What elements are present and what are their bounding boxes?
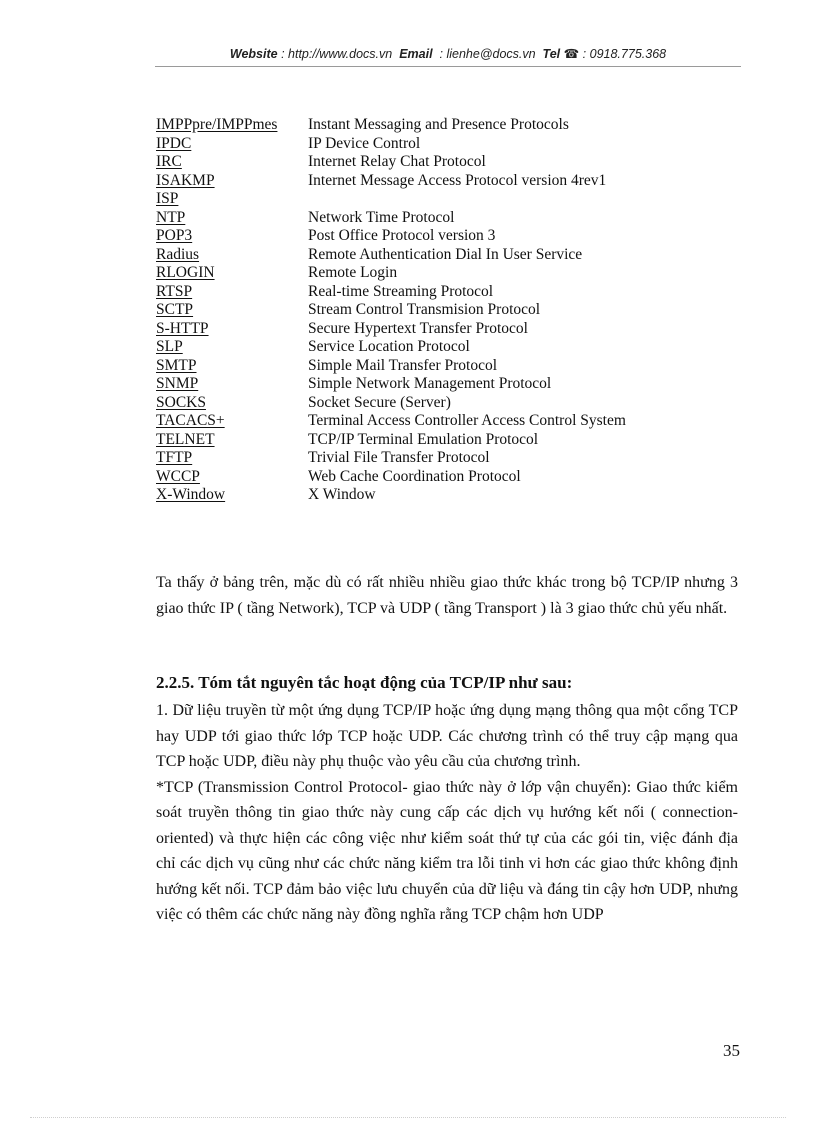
protocol-abbr: RTSP [156,282,193,300]
table-row [156,431,676,450]
protocol-desc: X Window [308,486,376,503]
table-row [156,338,676,357]
protocol-abbr: POP3 [156,227,193,244]
protocol-abbr: SCTP [156,301,194,318]
table-row [156,375,676,394]
protocol-desc: Internet Relay Chat Protocol [308,153,486,170]
table-row [156,394,676,413]
table-row [156,172,676,191]
protocol-desc: Remote Login [308,264,398,281]
protocol-abbr: ISAKMP [156,171,215,189]
tel-value: ☎ : 0918.775.368 [563,47,667,61]
table-row [156,227,676,246]
table-row [156,468,676,487]
section-body [156,698,738,928]
protocol-desc: Trivial File Transfer Protocol [308,449,490,466]
protocol-desc: Simple Mail Transfer Protocol [308,356,498,374]
protocol-abbr: NTP [156,208,186,226]
protocol-abbr: SMTP [156,356,197,374]
body-paragraph-2: *TCP (Transmission Control Protocol- giao thức này ở lớp vận chuyển): Giao thức kiểm soát truyền thông tin giao thức này cung cấp các dịch vụ hướng kết nối ( connection-oriented) và thực hiện các công việc như kiểm soát thứ tự của các gói tin, việc đánh địa chỉ các dịch vụ cũng như các chức năng kiểm tra lỗi tinh vi hơn các giao thức không định hướng kết nối. TCP đảm bảo việc lưu chuyển của dữ liệu và đáng tin cậy hơn UDP, nhưng việc có thêm các chức năng này đồng nghĩa rằng TCP chậm hơn UDP [156,778,738,923]
protocol-abbr: Radius [156,245,200,263]
table-row [156,264,676,283]
protocol-desc: TCP/IP Terminal Emulation Protocol [308,430,539,448]
protocol-table [156,116,676,505]
table-row [156,153,676,172]
footer-divider [30,1117,786,1118]
protocol-abbr: SLP [156,338,183,355]
protocol-desc: Secure Hypertext Transfer Protocol [308,319,528,337]
protocol-desc: Web Cache Coordination Protocol [308,467,521,485]
protocol-abbr: RLOGIN [156,264,215,281]
table-row [156,246,676,265]
website-value: : http://www.docs.vn [281,47,393,61]
protocol-desc: Service Location Protocol [308,338,470,355]
protocol-abbr: TFTP [156,449,193,466]
protocol-desc: Post Office Protocol version 3 [308,227,496,244]
body-paragraph-1: 1. Dữ liệu truyền từ một ứng dụng TCP/IP hoặc ứng dụng mạng thông qua một cổng TCP hay UDP tới giao thức lớp TCP hoặc UDP. Các chương trình có thể truy cập mạng qua TCP hoặc UDP, điều này phụ thuộc vào yêu cầu của chương trình. [156,702,738,770]
protocol-abbr: X-Window [156,486,226,503]
table-row [156,116,676,135]
protocol-desc: Internet Message Access Protocol version 4rev1 [308,171,607,189]
protocol-abbr: IRC [156,153,182,170]
protocol-desc: Real-time Streaming Protocol [308,282,494,300]
protocol-abbr: SNMP [156,375,199,392]
table-row [156,190,676,209]
table-row [156,357,676,376]
table-row [156,320,676,339]
protocol-abbr: SOCKS [156,393,206,411]
protocol-desc: Simple Network Management Protocol [308,375,552,392]
protocol-desc: Socket Secure (Server) [308,393,451,411]
protocol-desc [308,190,676,209]
protocol-abbr: WCCP [156,467,200,485]
protocol-abbr: IMPPpre/IMPPmes [156,116,278,133]
page-number: 35 [723,1041,740,1060]
protocol-desc: Remote Authentication Dial In User Service [308,245,583,263]
section-title: 2.2.5. Tóm tắt nguyên tắc hoạt động của TCP/IP như sau: [156,673,573,692]
table-row [156,412,676,431]
protocol-abbr: S-HTTP [156,319,209,337]
protocol-desc: Terminal Access Controller Access Control System [308,412,626,429]
protocol-desc: IP Device Control [308,134,421,152]
summary-paragraph: Ta thấy ở bảng trên, mặc dù có rất nhiều nhiều giao thức khác trong bộ TCP/IP nhưng 3 giao thức IP ( tầng Network), TCP và UDP ( tầng Transport ) là 3 giao thức chủ yếu nhất. [156,574,738,617]
protocol-desc: Network Time Protocol [308,208,455,226]
email-value: : lienhe@docs.vn [439,47,536,61]
table-row [156,449,676,468]
protocol-abbr: TACACS+ [156,412,225,429]
header-divider [155,66,741,67]
protocol-desc: Stream Control Transmision Protocol [308,301,541,318]
protocol-abbr: ISP [156,190,179,207]
table-row [156,301,676,320]
table-row [156,283,676,302]
table-row [156,135,676,154]
email-label: Email [399,47,433,61]
tel-label: Tel [542,47,561,61]
table-row [156,209,676,228]
protocol-desc: Instant Messaging and Presence Protocols [308,116,569,133]
website-label: Website [229,47,278,61]
page-header [155,46,741,61]
protocol-abbr: TELNET [156,430,215,448]
table-row [156,486,676,505]
protocol-abbr: IPDC [156,134,192,152]
